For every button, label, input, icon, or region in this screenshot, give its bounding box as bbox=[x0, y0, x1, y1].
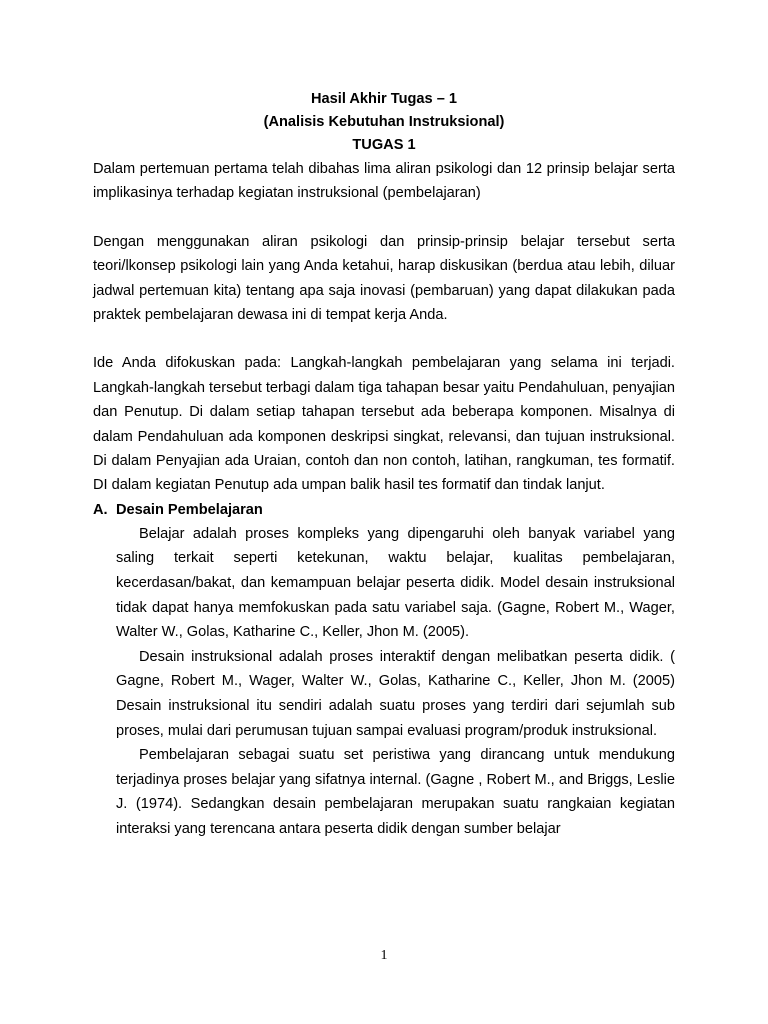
section-body bbox=[116, 522, 675, 842]
section-paragraph: Belajar adalah proses kompleks yang dipengaruhi oleh banyak variabel yang saling terkait seperti ketekunan, waktu belajar, kualitas pembelajaran, kecerdasan/bakat, dan kemampuan belajar peserta didik. Model desain instruksional tidak dapat hanya memfokuskan pada satu variabel saja. (Gagne, Robert M., Wager, Walter W., Golas, Katharine C., Keller, Jhon M. (2005). bbox=[116, 525, 675, 641]
section-title: Desain Pembelajaran bbox=[116, 501, 263, 518]
section-number: A. bbox=[93, 501, 108, 518]
task-label: TUGAS 1 bbox=[352, 137, 416, 153]
document-page bbox=[93, 88, 675, 842]
paragraph-spacer bbox=[93, 206, 675, 230]
instruction-paragraph: Dengan menggunakan aliran psikologi dan prinsip-prinsip belajar tersebut serta teori/lkonsep psikologi lain yang Anda ketahui, harap diskusikan (berdua atau lebih, diluar jadwal pertemuan kita) tentang apa saja inovasi (pembaruan) yang dapat dilakukan pada praktek pembelajaran dewasa ini di tempat kerja Anda. bbox=[93, 233, 675, 324]
page-number: 1 bbox=[380, 948, 388, 963]
focus-paragraph: Ide Anda difokuskan pada: Langkah-langkah pembelajaran yang selama ini terjadi. Langkah-langkah tersebut terbagi dalam tiga tahapan besar yaitu Pendahuluan, penyajian dan Penutup. Di dalam setiap tahapan tersebut ada beberapa komponen. Misalnya di dalam Pendahuluan ada komponen deskripsi singkat, relevansi, dan tujuan instruksional. Di dalam Penyajian ada Uraian, contoh dan non contoh, latihan, rangkuman, tes formatif. DI dalam kegiatan Penutup ada umpan balik hasil tes formatif dan tindak lanjut. bbox=[93, 355, 675, 494]
intro-paragraph: Dalam pertemuan pertama telah dibahas lima aliran psikologi dan 12 prinsip belajar serta implikasinya terhadap kegiatan instruksional (pembelajaran) bbox=[93, 161, 675, 202]
document-subtitle: (Analisis Kebutuhan Instruksional) bbox=[263, 114, 505, 130]
section-paragraph: Pembelajaran sebagai suatu set peristiwa yang dirancang untuk mendukung terjadinya proses belajar yang sifatnya internal. (Gagne , Robert M., and Briggs, Leslie J. (1974). Sedangkan desain pembelajaran merupakan suatu rangkaian kegiatan interaksi yang terencana antara peserta didik dengan sumber belajar bbox=[116, 747, 675, 837]
paragraph-spacer bbox=[93, 327, 675, 351]
section-heading bbox=[93, 498, 675, 522]
document-title: Hasil Akhir Tugas – 1 bbox=[311, 91, 457, 107]
section-paragraph: Desain instruksional adalah proses interaktif dengan melibatkan peserta didik. ( Gagne, Robert M., Wager, Walter W., Golas, Katharine C., Keller, Jhon M. (2005) Desain instruksional itu sendiri adalah suatu proses yang terdiri dari sejumlah sub proses, mulai dari perumusan tujuan sampai evaluasi program/produk instruksional. bbox=[116, 648, 675, 739]
